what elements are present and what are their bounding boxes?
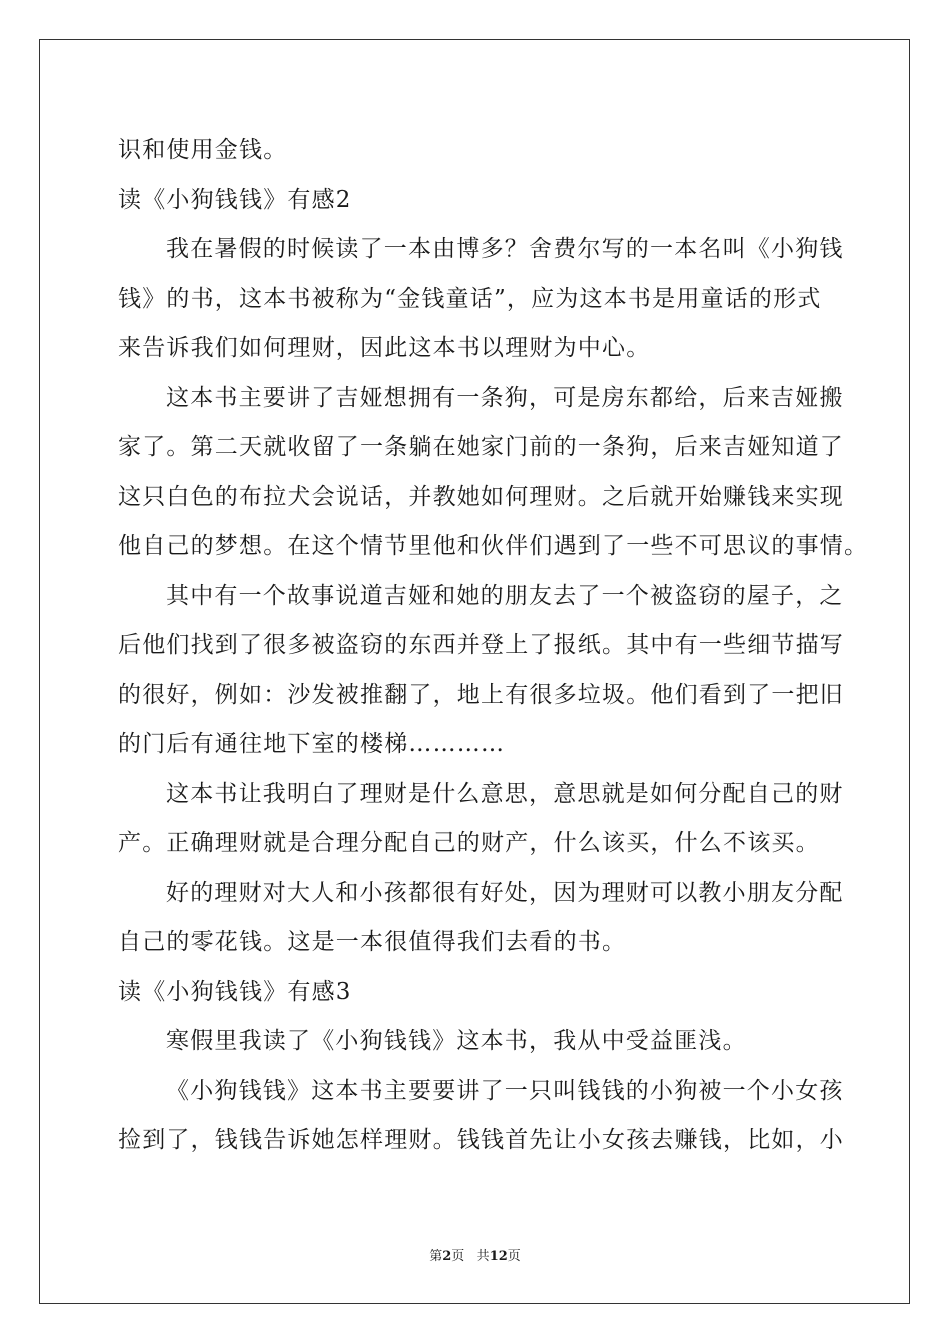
paragraph-line: 来告诉我们如何理财，因此这本书以理财为中心。 bbox=[118, 335, 651, 361]
paragraph-line: 捡到了，钱钱告诉她怎样理财。钱钱首先让小女孩去赚钱，比如，小 bbox=[118, 1127, 844, 1153]
total-prefix: 共 bbox=[476, 1249, 490, 1264]
paragraph-line: 他自己的梦想。在这个情节里他和伙伴们遇到了一些不可思议的事情。 bbox=[118, 533, 869, 559]
paragraph-line: 这本书主要讲了吉娅想拥有一条狗，可是房东都给，后来吉娅搬 bbox=[166, 384, 844, 411]
text-line: 识和使用金钱。 bbox=[118, 137, 288, 163]
paragraph-line: 好的理财对大人和小孩都很有好处，因为理财可以教小朋友分配 bbox=[166, 879, 844, 906]
paragraph-line: 钱》的书，这本书被称为“金钱童话”，应为这本书是用童话的形式 bbox=[118, 285, 822, 312]
document-body bbox=[118, 126, 869, 1166]
paragraph-line: 的很好，例如：沙发被推翻了，地上有很多垃圾。他们看到了一把旧 bbox=[118, 681, 844, 708]
page-total: 12 bbox=[489, 1249, 508, 1264]
paragraph-line: 这本书让我明白了理财是什么意思，意思就是如何分配自己的财 bbox=[166, 780, 844, 807]
section-heading: 读《小狗钱钱》有感3 bbox=[118, 978, 352, 1005]
paragraph-line: 《小狗钱钱》这本书主要要讲了一只叫钱钱的小狗被一个小女孩 bbox=[166, 1077, 844, 1104]
page-unit: 页 bbox=[451, 1249, 465, 1264]
section-heading: 读《小狗钱钱》有感2 bbox=[118, 186, 352, 213]
page-prefix: 第 bbox=[429, 1249, 443, 1264]
total-unit: 页 bbox=[507, 1249, 521, 1264]
paragraph-line: 这只白色的布拉犬会说话，并教她如何理财。之后就开始赚钱来实现 bbox=[118, 483, 844, 510]
paragraph-line: 的门后有通往地下室的楼梯………… bbox=[118, 731, 506, 757]
paragraph-line: 寒假里我读了《小狗钱钱》这本书，我从中受益匪浅。 bbox=[166, 1028, 747, 1054]
paragraph-line: 其中有一个故事说道吉娅和她的朋友去了一个被盗窃的屋子，之 bbox=[166, 582, 844, 609]
paragraph-line: 产。正确理财就是合理分配自己的财产，什么该买，什么不该买。 bbox=[118, 830, 820, 856]
page-footer bbox=[0, 1248, 950, 1266]
paragraph-line: 我在暑假的时候读了一本由博多？舍费尔写的一本名叫《小狗钱 bbox=[166, 236, 844, 262]
paragraph-line: 后他们找到了很多被盗窃的东西并登上了报纸。其中有一些细节描写 bbox=[118, 632, 844, 658]
paragraph-line: 自己的零花钱。这是一本很值得我们去看的书。 bbox=[118, 929, 627, 955]
page-current: 2 bbox=[442, 1249, 452, 1264]
paragraph-line: 家了。第二天就收留了一条躺在她家门前的一条狗，后来吉娅知道了 bbox=[118, 434, 844, 460]
